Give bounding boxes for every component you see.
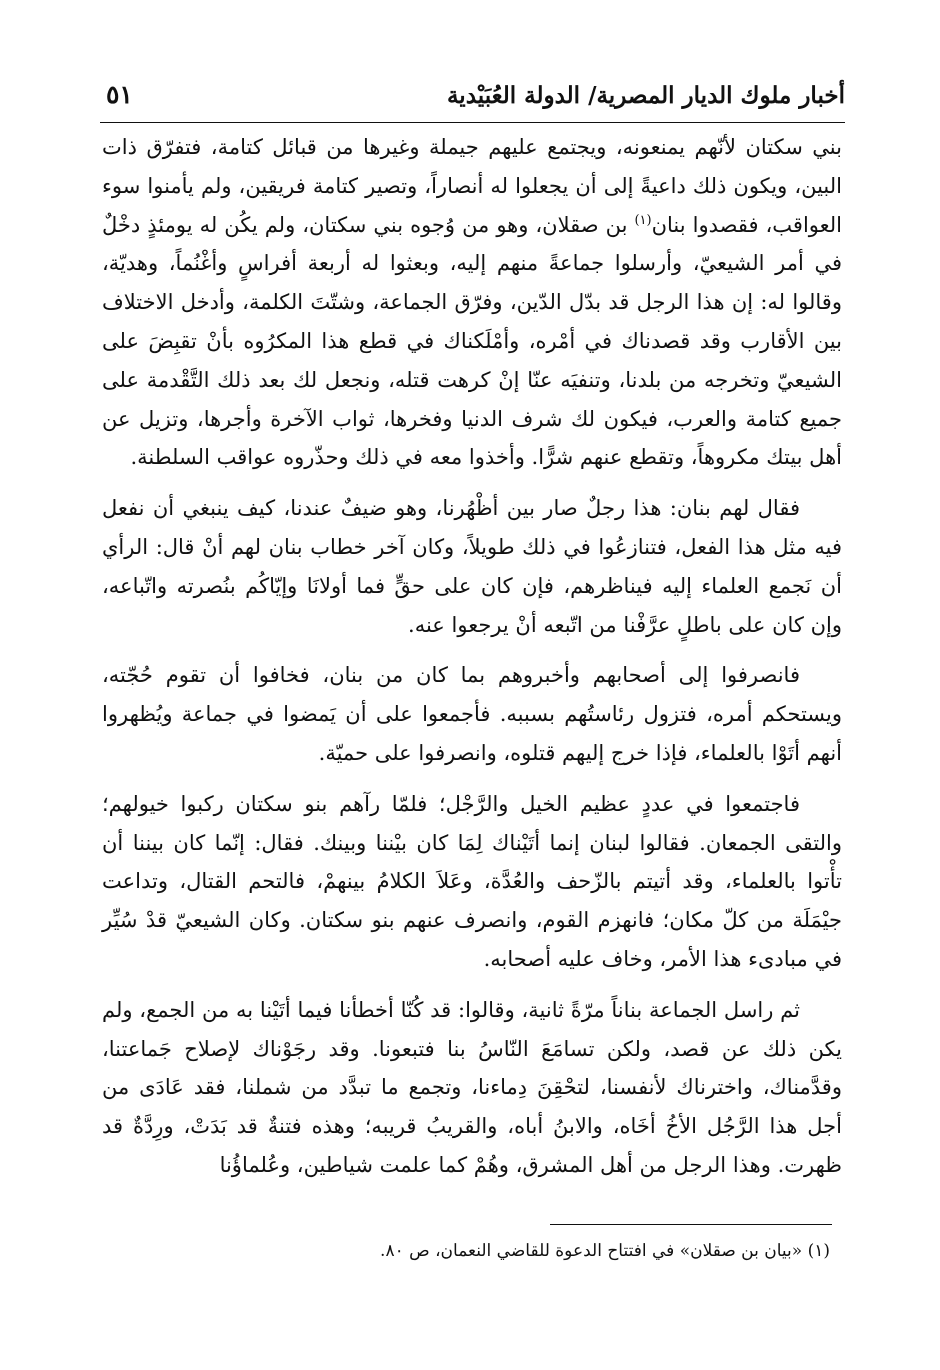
paragraph-1-start: بني سكتان لأنّهم يمنعونه، ويجتمع عليهم جيملة وغيرها من قبائل كتامة، فتفرّق ذات البين، ويكون ذلك داعيةً إلى أن يجعلوا له أنصاراً، وتصير كتامة فريقين، ولم يأمنوا سوء العواقب، فقصدوا بنان xyxy=(102,135,843,237)
running-title: أخبار ملوك الديار المصرية/ الدولة العُبَيْدية xyxy=(446,82,845,109)
paragraph-1 xyxy=(102,128,842,477)
paragraph-2: فقال لهم بنان: هذا رجلٌ صار بين أظْهُرنا، وهو ضيفٌ عندنا، كيف ينبغي أن نفعل فيه مثل هذا الفعل، فتنازعُوا في ذلك طويلاً، وكان آخر خطاب بنان لهم أنْ قال: الرأي أن نَجمع العلماء إليه فيناظرهم، فإن كان على حقٍّ فما أولانَا وإيّاكُم بنُصرته واتّباعه، وإن كان على باطلٍ عرَّفْنا من اتّبعه أنْ يرجعوا عنه. xyxy=(102,496,842,637)
paragraph-5: ثم راسل الجماعة بناناً مرّةً ثانية، وقالوا: قد كُنّا أخطأنا فيما أتَيْنا به من الجمع، ولم يكن ذلك عن قصد، ولكن تسامَعَ النّاسُ بنا فتبعونا. وقد رجَوْناك لإصلاح جَماعتنا، وقدَّمناك، واخترناك لأنفسنا، لتحْقِنَ دِماءنا، وتجمع ما تبدَّد من شملنا، فقد عَادَى من أجل هذا الرَّجُل الأخُ أخَاه، والابنُ أباه، والقريبُ قريبه؛ وهذه فتنةٌ قد بَدَتْ، ورِدَّةٌ قد ظهرت. وهذا الرجل من أهل المشرق، وهُمْ كما علمت شياطين، وعُلماؤُنا xyxy=(102,997,842,1177)
paragraph-3: فانصرفوا إلى أصحابهم وأخبروهم بما كان من بنان، فخافوا أن تقوم حُجّته، ويستحكم أمره، فتزول رئاستُهم بسببه. فأجمعوا على أن يَمضوا في جماعة ويُظهروا أنهم أتَوْا بالعلماء، فإذا خرج إليهم قتلوه، وانصرفوا على حميّة. xyxy=(102,663,842,765)
paragraph-1-end: بن صقلان، وهو من وُجوه بني سكتان، ولم يكُن له يومئذٍ دخْلٌ في أمر الشيعيّ، وأرسلوا جماعةً منهم إليه، وبعثوا له أربعة أفراسٍ وأغْنُماً، وهديّة، وقالوا له: إن هذا الرجل قد بدّل الدّين، وفرّق الجماعة، وشتّتَ الكلمة، وأدخل الاختلاف بين الأقارب وقد قصدناك في أمْره، وأمْلَكناك في قطع هذا المكرُوه بأنْ تقبِضَ على الشيعيّ وتخرجه من بلدنا، وتنفيَه عنّا إنْ كرهت قتله، ونجعل لك بعد ذلك التَّقْدمة على جميع كتامة والعرب، فيكون لك شرف الدنيا وفخرها، ثواب الآخرة وأجرها، وتزيل عن أهل بيتك مكروهاً، وتقطع عنهم شرًّا. وأخذوا معه في ذلك وحذّروه عواقب السلطنة. xyxy=(102,212,842,470)
footnote: (١) «بيان بن صقلان» في افتتاح الدعوة للقاضي النعمان، ص ٨٠. xyxy=(380,1241,830,1261)
paragraph-4: فاجتمعوا في عددٍ عظيم الخيل والرَّجْل؛ فلمّا رآهم بنو سكتان ركبوا خيولهم؛ والتقى الجمعان. فقالوا لبنان إنما أتَيْناك لِمَا كان بيْننا وبينك. فقال: إنّما كان بيننا أن تأْتوا بالعلماء، وقد أتيتم بالزّحف والعُدَّة، وعَلاَ الكلامُ بينهمْ، فالتحم القتال، وتداعت جيْمَلَة من كلّ مكان؛ فانهزم القوم، وانصرف عنهم بنو سكتان. وكان الشيعيّ قدْ سُيِّر في مبادىء هذا الأمر، وخاف عليه أصحابه. xyxy=(102,791,842,971)
page-number: ٥١ xyxy=(106,80,133,109)
footnote-rule xyxy=(550,1224,832,1225)
header-rule xyxy=(100,122,845,123)
main-text xyxy=(102,128,842,1185)
footnote-reference: (١) xyxy=(634,212,652,228)
page-header xyxy=(100,78,845,120)
